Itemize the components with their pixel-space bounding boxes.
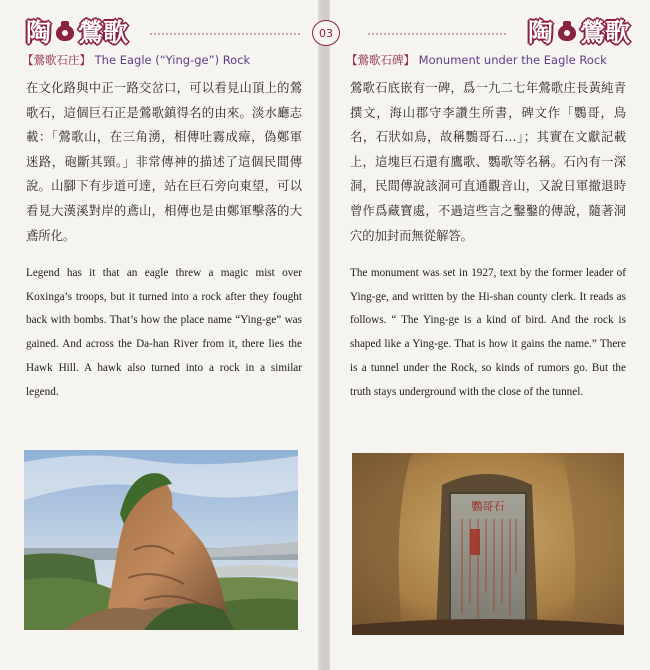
brand-char-tao: 陶 (527, 18, 554, 47)
header-dotted-line-right (368, 33, 506, 35)
zh-paragraph-monument: 鶯歌石底嵌有一碑，爲一九二七年鶯歌庄長黃純青撰文，海山郡守李讚生所書，碑文作「鸚哥，鳥名，石狀如鳥，故稱鸚哥石…」；其實在文獻記載上，這塊巨石還有鷹歌、鸚歌等名稱。石內有一深洞，民間傳說該洞可直通觀音山，又說日軍撤退時曾作爲藏寶處，不過這些言之鑿鑿的傳說，隨著洞穴的加封而無從解答。 (350, 81, 626, 243)
page-number: 03 (312, 20, 340, 46)
section-title-zh: 鶯歌石庄 (33, 53, 80, 67)
pottery-icon (557, 20, 577, 42)
section-title-en: The Eagle (“Ying-ge”) Rock (94, 53, 251, 67)
brand-char-tao: 陶 (26, 18, 53, 47)
zh-paragraph-eagle-rock: 在文化路與中正一路交岔口，可以看見山頂上的鶯歌石，這個巨石正是鶯歌鎮得名的由來。淡水廳志載：「鶯歌山，在三角湧，相傳吐霧成瘴，偽鄭軍迷路，砲斷其頸。」非常傳神的描述了這個民間傳說。山腳下有步道可達，站在巨石旁向東望，可以看見大漢溪對岸的鳶山，相傳也是由鄭軍擊落的大鳶所化。 (26, 81, 302, 243)
photo-stone-monument (352, 453, 624, 635)
brand-yingge: 鶯歌 (78, 18, 129, 47)
brand-logo-right (528, 14, 630, 48)
section-title-monument: 【鶯歌石碑】 Monument under the Eagle Rock (346, 53, 607, 67)
photo-eagle-rock (24, 450, 298, 630)
pottery-icon (55, 20, 75, 42)
section-title-en: Monument under the Eagle Rock (418, 53, 607, 67)
section-title-zh: 鶯歌石碑 (357, 53, 404, 67)
en-paragraph-monument: The monument was set in 1927, text by the former leader of Ying-ge, and written by the Hi-shan county clerk. It reads as follows. “ The Ying-ge is a kind of bird. And the rock is shaped like a Ying-ge. That is how it gains the name.” There is a tunnel under the Rock, so kinds of rumors go. But the truth stays underground with the close of the tunnel. (350, 267, 626, 398)
monument-heading: 鸚哥石 (471, 500, 505, 513)
header-dotted-line-left (150, 33, 300, 35)
section-title-eagle-rock: 【鶯歌石庄】 The Eagle (“Ying-ge”) Rock (22, 53, 251, 67)
en-paragraph-eagle-rock: Legend has it that an eagle threw a magic mist over Koxinga’s troops, but it turned into a rock after they fought back with bombs. That’s how the place name “Ying-ge” was gained. And across the Da-han River from it, there lies the Hawk Hill. A hawk also turned into a rock in a similar legend. (26, 267, 302, 398)
brand-yingge: 鶯歌 (579, 18, 630, 47)
brand-logo-left (26, 14, 128, 48)
